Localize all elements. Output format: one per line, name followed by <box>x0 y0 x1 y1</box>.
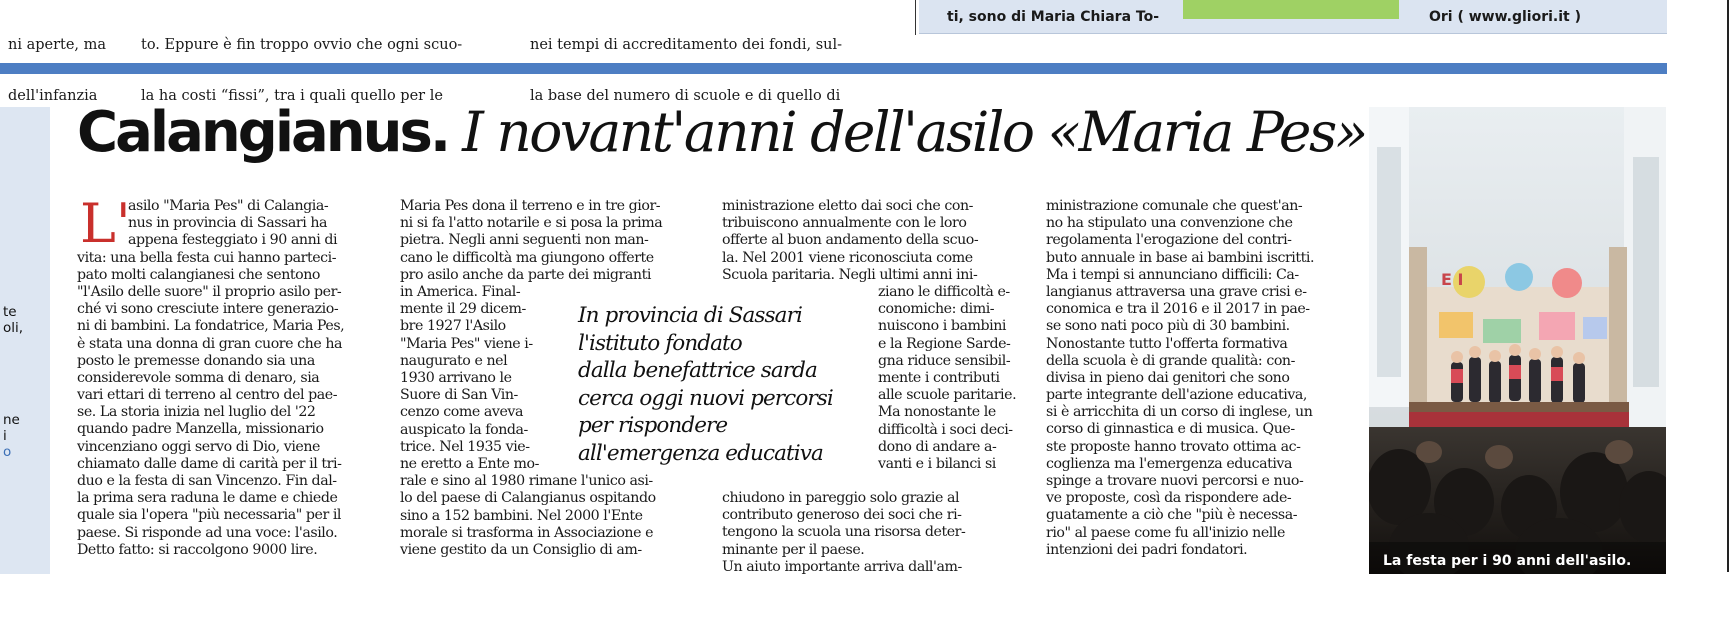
section-rule <box>0 63 1667 74</box>
quote-line: cerca oggi nuovi percorsi <box>578 385 833 411</box>
text-line: nei tempi di accreditamento dei fondi, sul- <box>530 37 843 53</box>
text-line: difficoltà i soci deci- <box>878 421 1013 438</box>
text-line: Nonostante tutto l'offerta formativa <box>1046 335 1288 352</box>
text-line: pro asilo anche da parte dei migranti <box>400 266 651 283</box>
article-column-2-narrow <box>400 284 539 473</box>
text-line: pietra. Negli anni seguenti non man- <box>400 232 649 249</box>
text-line: bre 1927 l'Asilo <box>400 318 506 335</box>
text-line: vanti e i bilanci si <box>878 455 996 472</box>
text-line: sino a 152 bambini. Nel 2000 l'Ente <box>400 507 643 524</box>
photo-caption: La festa per i 90 anni dell'asilo. <box>1383 553 1632 569</box>
text-line: vita: una bella festa cui hanno parteci- <box>77 249 337 266</box>
text-line: vari ettari di terreno al centro del pae- <box>77 387 338 404</box>
text-line: parte integrante dell'azione educativa, <box>1046 387 1307 404</box>
text-line: chiamato dalle dame di carità per il tri- <box>77 455 342 472</box>
text-line: cenzo come aveva <box>400 404 523 421</box>
page-edge-rule <box>1727 0 1729 572</box>
text-line: e la Regione Sarde- <box>878 335 1011 352</box>
text-line: rio" al paese come fu all'inizio nelle <box>1046 524 1285 541</box>
text-line: duo e la festa di san Vincenzo. Fin dal- <box>77 473 337 490</box>
info-box-link: Ori ( www.gliori.it ) <box>1429 9 1581 25</box>
text-line: Ma i tempi si annunciano difficili: Ca- <box>1046 266 1299 283</box>
text-line: mente il 29 dicem- <box>400 301 526 318</box>
text-line: regolamenta l'erogazione del contri- <box>1046 232 1292 249</box>
text-line: ne eretto a Ente mo- <box>400 455 539 472</box>
text-line: conomica e tra il 2016 e il 2017 in pae- <box>1046 301 1310 318</box>
text-line: corso di ginnastica e di musica. Que- <box>1046 421 1295 438</box>
text-line: "Maria Pes" viene i- <box>400 335 533 352</box>
text-line: se sono nati poco più di 30 bambini. <box>1046 318 1290 335</box>
sidebar-fragment: oli, <box>3 320 24 336</box>
sidebar-fragment: ne <box>3 412 20 428</box>
text-line: spinge a trovare nuovi percorsi e nuo- <box>1046 473 1304 489</box>
party-photo-illustration <box>1369 107 1666 574</box>
text-line: la base del numero di scuole e di quello di <box>530 88 841 104</box>
text-line: della scuola è di grande qualità: con- <box>1046 352 1295 369</box>
article-column-4 <box>1046 198 1314 559</box>
text-line: gna riduce sensibil- <box>878 352 1011 369</box>
info-box-text-right <box>1429 6 1581 25</box>
text-line: tribuiscono annualmente con le loro <box>722 215 967 232</box>
sidebar-fragment: i <box>3 428 7 444</box>
quote-line: In provincia di Sassari <box>578 303 802 328</box>
prev-article-sidebar <box>0 107 50 574</box>
text-line: viene gestito da un Consiglio di am- <box>400 541 642 558</box>
text-line: Scuola paritaria. Negli ultimi anni ini- <box>722 266 978 283</box>
text-line: ve proposte, così da rispondere ade- <box>1046 490 1292 507</box>
sidebar-fragment: te <box>3 304 17 320</box>
text-line: buto annuale in base ai bambini iscritti. <box>1046 249 1315 266</box>
pull-quote <box>578 302 848 467</box>
text-line: "l'Asilo delle suore" il proprio asilo per- <box>77 283 342 300</box>
text-line: nuiscono i bambini <box>878 318 1007 335</box>
article-column-1-intro <box>128 198 337 250</box>
quote-line: per rispondere <box>578 413 728 438</box>
text-line: no ha stipulato una convenzione che <box>1046 215 1293 232</box>
text-line: naugurato e nel <box>400 352 508 369</box>
text-line: guatamente a ciò che "più è necessa- <box>1046 507 1298 524</box>
text-line: si è arricchita di un corso di inglese, un <box>1046 404 1313 421</box>
wall-letters: E I <box>1441 270 1464 289</box>
text-line: conomiche: dimi- <box>878 301 995 318</box>
drop-cap: L' <box>80 192 131 255</box>
text-line: to. Eppure è fin troppo ovvio che ogni scuo- <box>141 37 463 53</box>
text-line: appena festeggiato i 90 anni di <box>128 232 338 249</box>
text-line: trice. Nel 1935 vie- <box>400 438 530 455</box>
text-line: ministrazione comunale che quest'an- <box>1046 198 1303 214</box>
text-line: posto le premesse donando sia una <box>77 352 315 369</box>
text-line: ni si fa l'atto notarile e si posa la prima <box>400 215 663 232</box>
text-line: ni di bambini. La fondatrice, Maria Pes, <box>77 318 345 335</box>
article-column-3-top <box>722 198 978 284</box>
article-photo <box>1369 107 1666 574</box>
text-line: tengono la scuola una risorsa deter- <box>722 524 966 541</box>
text-line: mente i contributi <box>878 369 1000 386</box>
text-line: minante per il paese. <box>722 541 865 558</box>
text-line: rale e sino al 1980 rimane l'unico asi- <box>400 473 653 490</box>
text-line: in America. Final- <box>400 284 521 300</box>
text-line: Detto fatto: si raccolgono 9000 lire. <box>77 541 318 558</box>
info-box-line: ti, sono di Maria Chiara To- <box>947 9 1160 25</box>
text-line: morale si trasforma in Associazione e <box>400 524 654 541</box>
green-banner <box>1183 0 1399 19</box>
text-line: paese. Si risponde ad una voce: l'asilo. <box>77 524 338 541</box>
text-line: Ma nonostante le <box>878 404 996 421</box>
text-line: chiudono in pareggio solo grazie al <box>722 490 960 506</box>
text-line: quando padre Manzella, missionario <box>77 421 324 438</box>
text-line: intenzioni dei padri fondatori. <box>1046 541 1248 558</box>
text-line: Un aiuto importante arriva dall'am- <box>722 558 962 575</box>
text-line: vincenziano oggi servo di Dio, viene <box>77 438 320 455</box>
text-line: lo del paese di Calangianus ospitando <box>400 490 656 507</box>
article-headline <box>77 100 1367 170</box>
article-column-2-top <box>400 198 662 284</box>
quote-line: dalla benefattrice sarda <box>578 358 817 383</box>
text-line: quale sia l'opera "più necessaria" per il <box>77 507 342 524</box>
text-line: ché vi sono cresciute intere generazio- <box>77 301 339 318</box>
text-line: ni aperte, ma <box>8 37 107 53</box>
text-line: ste proposte hanno trovato ottima ac- <box>1046 438 1301 455</box>
headline-title: I novant'anni dell'asilo «Maria Pes» <box>462 100 1366 164</box>
text-line: ziano le difficoltà e- <box>878 284 1010 300</box>
text-line: alle scuole paritarie. <box>878 387 1017 404</box>
text-line: Suore di San Vin- <box>400 387 518 404</box>
article-column-3-narrow <box>878 284 1016 473</box>
text-line: contributo generoso dei soci che ri- <box>722 507 962 524</box>
text-line: la. Nel 2001 viene riconosciuta come <box>722 249 973 266</box>
sidebar-fragment: o <box>3 444 12 460</box>
text-line: asilo "Maria Pes" di Calangia- <box>128 198 329 214</box>
text-line: langianus attraversa una grave crisi e- <box>1046 283 1307 300</box>
text-line: dono di andare a- <box>878 438 997 455</box>
text-line: considerevole somma di denaro, sia <box>77 369 320 386</box>
text-line: cano le difficoltà ma giungono offerte <box>400 249 654 266</box>
article-column-3-bottom <box>722 490 965 576</box>
column-divider <box>915 0 916 35</box>
text-line: 1930 arrivano le <box>400 369 512 386</box>
text-line: dell'infanzia <box>8 88 98 104</box>
text-line: offerte al buon andamento della scuo- <box>722 232 979 249</box>
text-line: Maria Pes dona il terreno e in tre gior- <box>400 198 661 214</box>
text-line: auspicato la fonda- <box>400 421 528 438</box>
text-line: se. La storia inizia nel luglio del '22 <box>77 404 316 421</box>
text-line: la prima sera raduna le dame e chiede <box>77 490 338 507</box>
article-column-1 <box>77 250 344 559</box>
quote-line: l'istituto fondato <box>578 330 742 356</box>
text-line: è stata una donna di gran cuore che ha <box>77 335 343 352</box>
text-line: la ha costi “fissi”, tra i quali quello per le <box>141 88 443 104</box>
text-line: pato molti calangianesi che sentono <box>77 266 321 283</box>
headline-place: Calangianus. <box>77 100 449 165</box>
article-column-2-bottom <box>400 473 656 559</box>
text-line: ministrazione eletto dai soci che con- <box>722 198 973 214</box>
quote-line: all'emergenza educativa <box>578 440 823 466</box>
info-box-text-left <box>947 6 1159 25</box>
text-line: nus in provincia di Sassari ha <box>128 215 328 232</box>
text-line: coglienza ma l'emergenza educativa <box>1046 455 1292 472</box>
text-line: divisa in pieno dai genitori che sono <box>1046 369 1290 386</box>
